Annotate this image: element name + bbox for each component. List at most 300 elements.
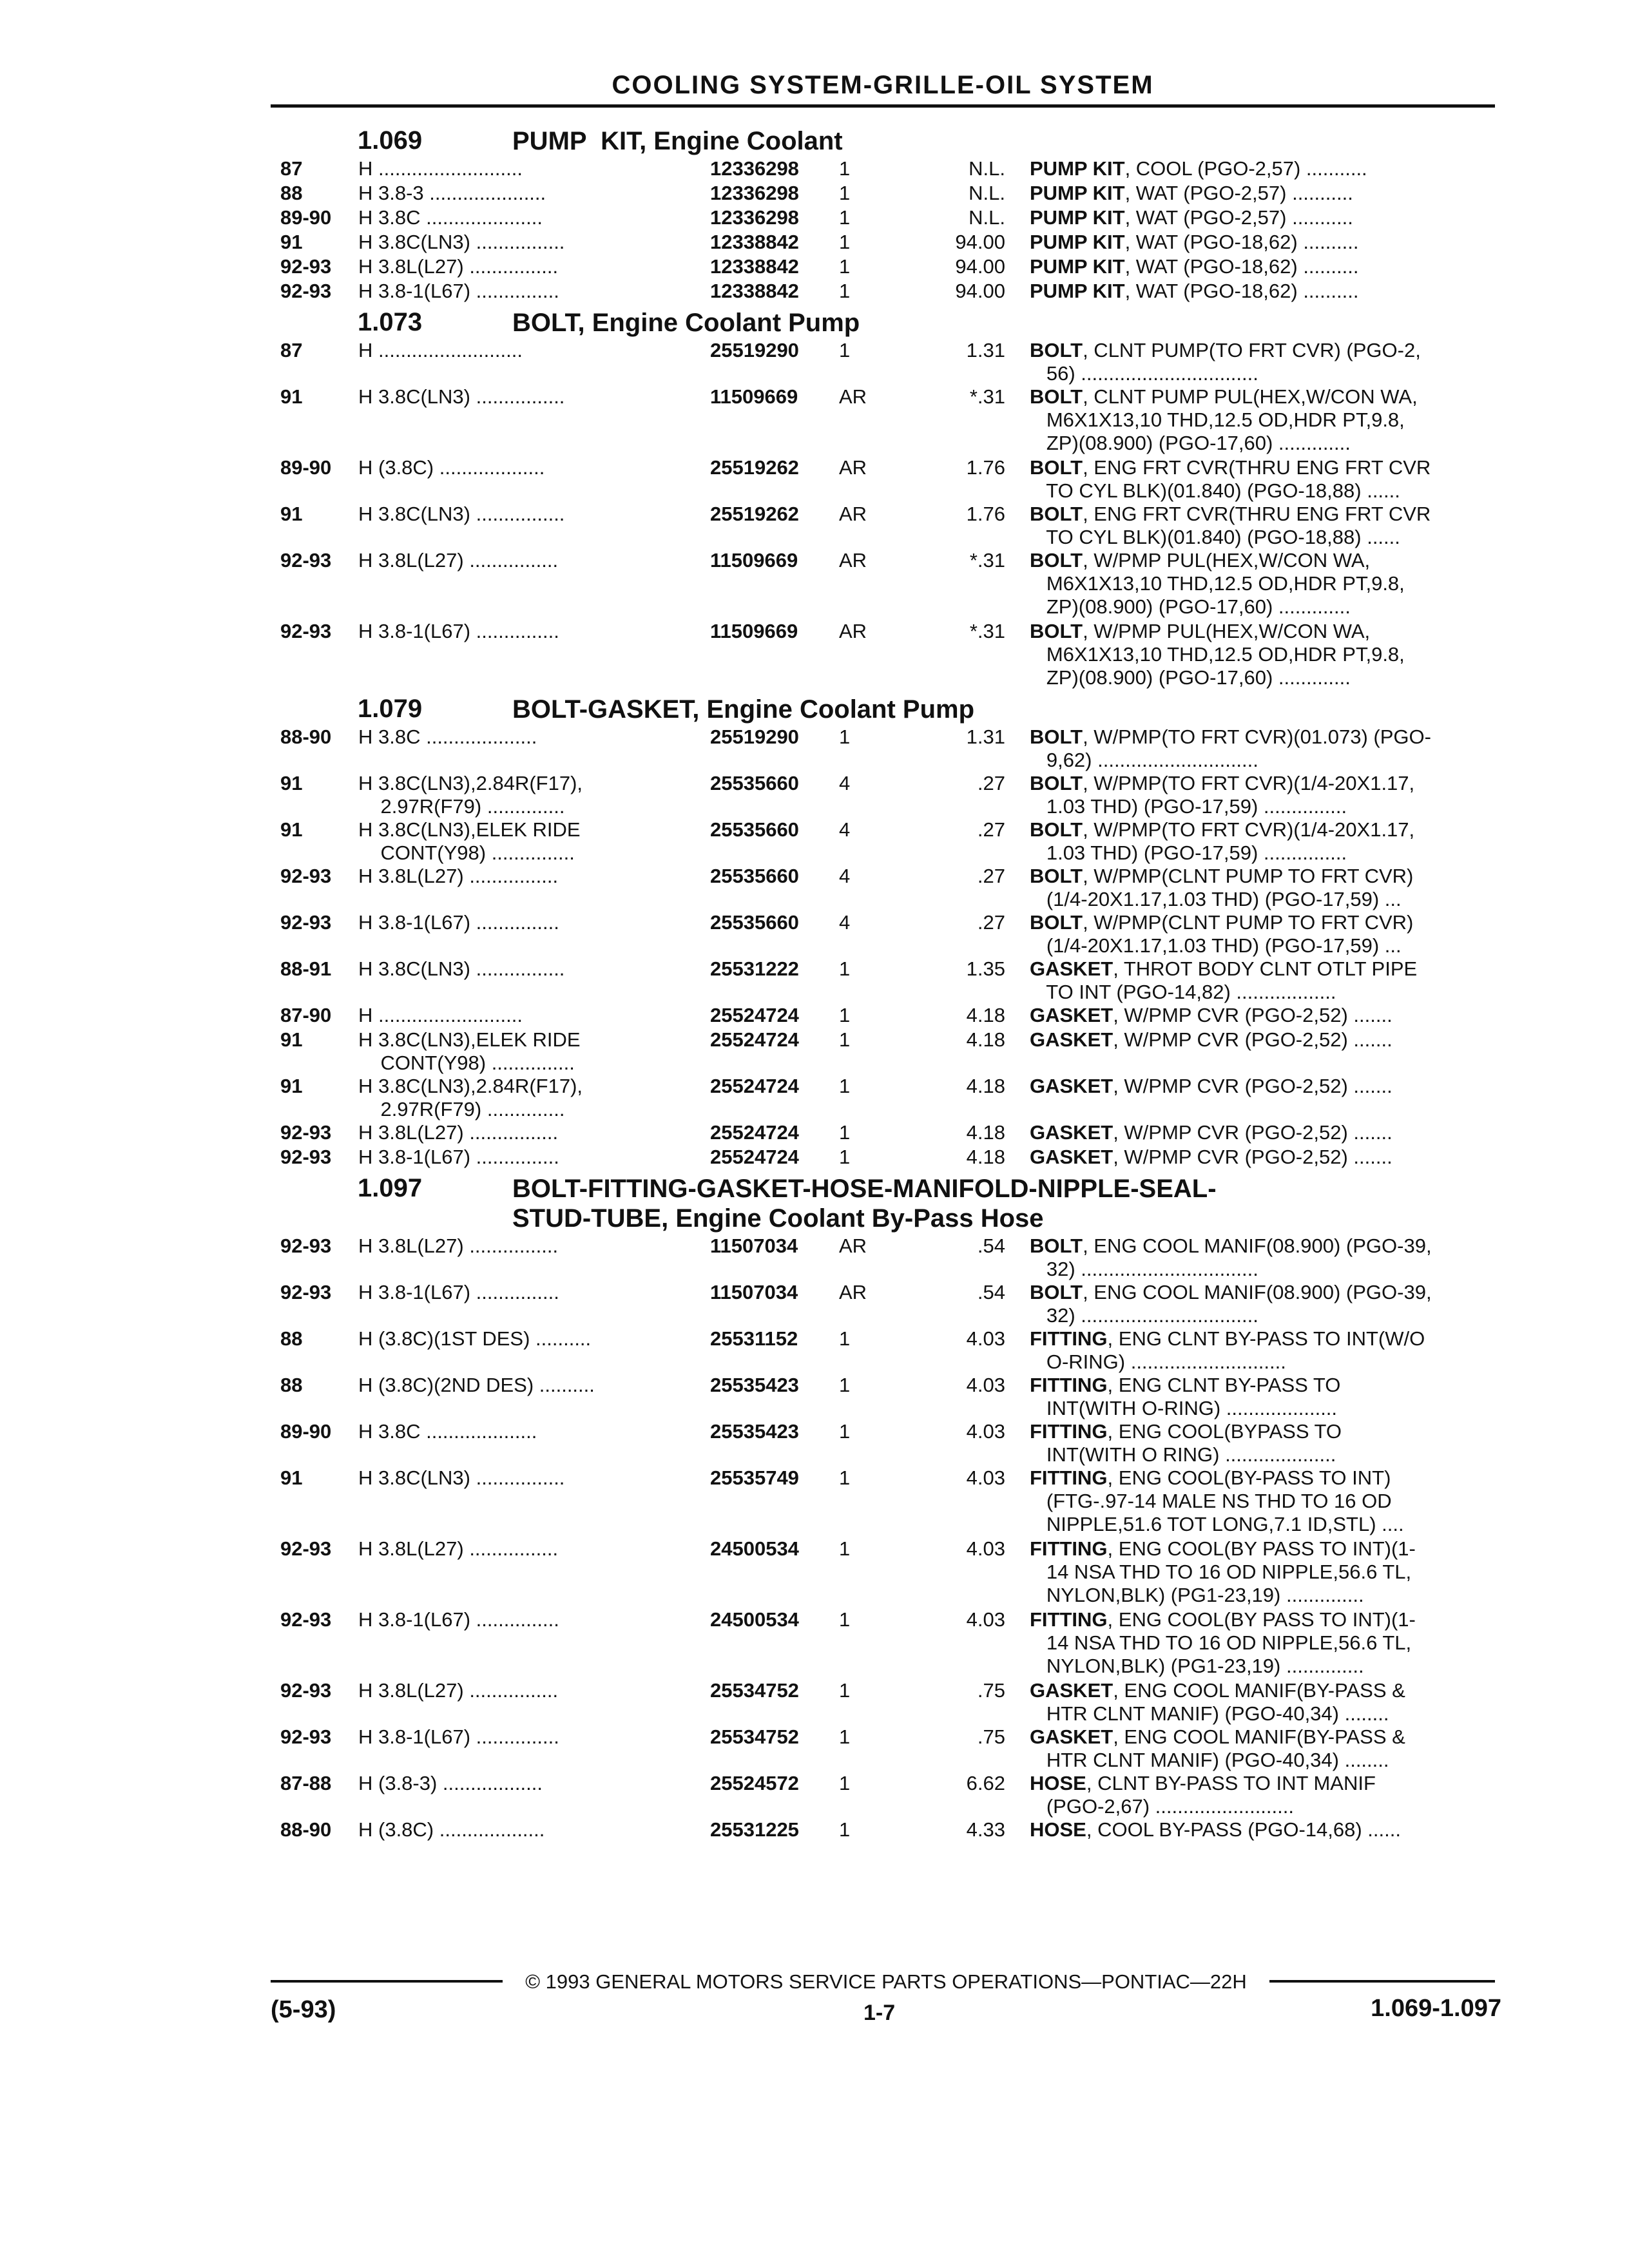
model-year: 92-93 xyxy=(280,1725,332,1748)
part-number: 25534752 xyxy=(710,1725,799,1748)
part-name xyxy=(1030,1420,1494,1466)
part-name-detail: , ENG FRT CVR(THRU ENG FRT CVR TO CYL BLK)(01.840) (PGO-18,88) ...... xyxy=(1046,503,1431,548)
parts-row xyxy=(0,549,1629,620)
part-name xyxy=(1030,911,1494,957)
footer-section-range: 1.069-1.097 xyxy=(1371,1995,1501,2022)
section-title: BOLT-FITTING-GASKET-HOSE-MANIFOLD-NIPPLE-SEAL- STUD-TUBE, Engine Coolant By-Pass Hose xyxy=(512,1175,1217,1233)
price: N.L. xyxy=(969,206,1005,229)
part-name-detail: , W/PMP CVR (PGO-2,52) ....... xyxy=(1113,1028,1393,1051)
application-desc: H 3.8-1(L67) ............... xyxy=(358,1725,559,1748)
application-desc: H 3.8L(L27) ................ xyxy=(358,865,559,887)
part-name-detail: , ENG COOL MANIF(08.900) (PGO-39, 32) ................................ xyxy=(1046,1235,1432,1280)
part-number: 25519262 xyxy=(710,503,799,525)
parts-row xyxy=(0,255,1629,280)
quantity: 1 xyxy=(839,206,851,229)
part-name xyxy=(1030,772,1494,818)
part-name-detail: , W/PMP CVR (PGO-2,52) ....... xyxy=(1113,1004,1393,1026)
quantity: 1 xyxy=(839,1004,851,1026)
part-number: 25535423 xyxy=(710,1420,799,1443)
footer-rule-left xyxy=(271,1980,503,1983)
quantity: AR xyxy=(839,503,867,525)
parts-row xyxy=(0,1281,1629,1327)
model-year: 88-91 xyxy=(280,957,332,980)
part-name-bold: BOLT xyxy=(1030,339,1083,361)
section-heading xyxy=(0,304,1629,339)
parts-row xyxy=(0,1466,1629,1537)
quantity: 4 xyxy=(839,865,851,887)
application-desc: H 3.8C(LN3) ................ xyxy=(358,231,565,253)
parts-row xyxy=(0,911,1629,957)
price: .27 xyxy=(977,772,1005,794)
model-year: 92-93 xyxy=(280,255,332,278)
part-name-detail: , COOL BY-PASS (PGO-14,68) ...... xyxy=(1086,1818,1401,1841)
part-name-detail: , WAT (PGO-2,57) ........... xyxy=(1124,206,1353,229)
part-name-detail: , W/PMP PUL(HEX,W/CON WA, M6X1X13,10 THD,12.5 OD,HDR PT,9.8, ZP)(08.900) (PGO-17,60) ............. xyxy=(1046,620,1405,689)
part-name xyxy=(1030,1004,1494,1027)
section-number: 1.097 xyxy=(358,1174,423,1202)
part-name xyxy=(1030,255,1494,278)
part-name xyxy=(1030,1818,1494,1841)
part-name-bold: BOLT xyxy=(1030,818,1083,841)
section-title: BOLT-GASKET, Engine Coolant Pump xyxy=(512,695,975,724)
parts-row xyxy=(0,280,1629,304)
part-name xyxy=(1030,1028,1494,1052)
section-title: PUMP KIT, Engine Coolant xyxy=(512,127,843,155)
part-number: 25535660 xyxy=(710,818,799,841)
section-heading xyxy=(0,1170,1629,1235)
part-number: 24500534 xyxy=(710,1608,799,1631)
part-name-bold: PUMP KIT xyxy=(1030,280,1125,302)
quantity: 1 xyxy=(839,280,851,302)
parts-row xyxy=(0,1608,1629,1679)
parts-row xyxy=(0,182,1629,206)
part-name-detail: , WAT (PGO-18,62) .......... xyxy=(1124,280,1359,302)
part-name-detail: , W/PMP CVR (PGO-2,52) ....... xyxy=(1113,1146,1393,1168)
part-name-bold: PUMP KIT xyxy=(1030,157,1125,180)
price: N.L. xyxy=(969,157,1005,180)
part-name xyxy=(1030,503,1494,549)
model-year: 92-93 xyxy=(280,1537,332,1560)
part-name xyxy=(1030,1121,1494,1144)
model-year: 89-90 xyxy=(280,456,332,479)
quantity: 1 xyxy=(839,1327,851,1350)
part-name-detail: , W/PMP CVR (PGO-2,52) ....... xyxy=(1113,1121,1393,1144)
part-name-detail: , WAT (PGO-2,57) ........... xyxy=(1124,182,1353,204)
section-1-069 xyxy=(0,122,1629,304)
quantity: AR xyxy=(839,1281,867,1303)
part-name xyxy=(1030,1374,1494,1420)
parts-row xyxy=(0,1075,1629,1121)
part-name-bold: BOLT xyxy=(1030,772,1083,794)
model-year: 87-88 xyxy=(280,1772,332,1794)
model-year: 91 xyxy=(280,385,303,408)
part-number: 11509669 xyxy=(710,620,798,642)
part-name xyxy=(1030,1679,1494,1725)
parts-row xyxy=(0,1028,1629,1075)
part-name xyxy=(1030,1235,1494,1281)
part-name xyxy=(1030,1327,1494,1374)
part-number: 11509669 xyxy=(710,385,798,408)
part-name-bold: HOSE xyxy=(1030,1818,1086,1841)
parts-row xyxy=(0,385,1629,456)
model-year: 88 xyxy=(280,1374,303,1396)
part-name xyxy=(1030,280,1494,303)
part-number: 25531225 xyxy=(710,1818,799,1841)
part-name xyxy=(1030,865,1494,911)
parts-row xyxy=(0,503,1629,549)
quantity: 4 xyxy=(839,818,851,841)
part-number: 11507034 xyxy=(710,1235,798,1257)
price: 1.31 xyxy=(966,726,1005,748)
part-name-bold: PUMP KIT xyxy=(1030,182,1125,204)
part-name xyxy=(1030,1146,1494,1169)
part-name-detail: , ENG COOL(BY-PASS TO INT) (FTG-.97-14 MALE NS THD TO 16 OD NIPPLE,51.6 TOT LONG,7.1 ID,STL) .... xyxy=(1046,1466,1404,1535)
model-year: 91 xyxy=(280,231,303,253)
application-desc: H 3.8C(LN3),ELEK RIDE CONT(Y98) ............... xyxy=(358,818,581,864)
part-name-bold: FITTING xyxy=(1030,1327,1108,1350)
application-desc: H 3.8-1(L67) ............... xyxy=(358,1146,559,1168)
part-name-detail: , COOL (PGO-2,57) ........... xyxy=(1124,157,1367,180)
part-name-bold: FITTING xyxy=(1030,1420,1108,1443)
parts-row xyxy=(0,620,1629,691)
part-name xyxy=(1030,620,1494,689)
application-desc: H (3.8C)(2ND DES) .......... xyxy=(358,1374,595,1396)
application-desc: H 3.8L(L27) ................ xyxy=(358,1537,559,1560)
application-desc: H 3.8C(LN3) ................ xyxy=(358,957,565,980)
part-number: 11509669 xyxy=(710,549,798,572)
quantity: 1 xyxy=(839,1725,851,1748)
price: 1.35 xyxy=(966,957,1005,980)
parts-row xyxy=(0,1537,1629,1608)
application-desc: H .......................... xyxy=(358,339,523,361)
part-name-detail: , ENG COOL(BY PASS TO INT)(1- 14 NSA THD TO 16 OD NIPPLE,56.6 TL, NYLON,BLK) (PG1-23,19) .............. xyxy=(1046,1537,1416,1606)
price: 1.76 xyxy=(966,503,1005,525)
part-name-detail: , WAT (PGO-18,62) .......... xyxy=(1124,231,1359,253)
parts-row xyxy=(0,1121,1629,1146)
price: *.31 xyxy=(969,620,1005,642)
price: 4.33 xyxy=(966,1818,1005,1841)
application-desc: H 3.8L(L27) ................ xyxy=(358,255,559,278)
parts-row xyxy=(0,1327,1629,1374)
part-number: 11507034 xyxy=(710,1281,798,1303)
part-name xyxy=(1030,818,1494,865)
quantity: AR xyxy=(839,456,867,479)
part-name xyxy=(1030,206,1494,229)
application-desc: H 3.8L(L27) ................ xyxy=(358,1121,559,1144)
application-desc: H 3.8L(L27) ................ xyxy=(358,1235,559,1257)
price: 6.62 xyxy=(966,1772,1005,1794)
part-number: 25531222 xyxy=(710,957,799,980)
model-year: 92-93 xyxy=(280,1146,332,1168)
part-number: 25531152 xyxy=(710,1327,798,1350)
section-1-097 xyxy=(0,1170,1629,1843)
part-number: 25519290 xyxy=(710,726,799,748)
application-desc: H 3.8-1(L67) ............... xyxy=(358,1281,559,1303)
application-desc: H .......................... xyxy=(358,1004,523,1026)
application-desc: H 3.8C .................... xyxy=(358,1420,537,1443)
model-year: 92-93 xyxy=(280,1281,332,1303)
header-rule xyxy=(271,104,1495,108)
application-desc: H (3.8C) ................... xyxy=(358,1818,545,1841)
model-year: 87-90 xyxy=(280,1004,332,1026)
parts-row xyxy=(0,1235,1629,1281)
part-name-detail: , ENG COOL MANIF(08.900) (PGO-39, 32) ................................ xyxy=(1046,1281,1432,1327)
part-name-detail: , W/PMP(CLNT PUMP TO FRT CVR) (1/4-20X1.17,1.03 THD) (PGO-17,59) ... xyxy=(1046,865,1414,910)
section-1-073 xyxy=(0,304,1629,691)
application-desc: H .......................... xyxy=(358,157,523,180)
section-heading xyxy=(0,691,1629,726)
price: 94.00 xyxy=(955,255,1005,278)
model-year: 88 xyxy=(280,182,303,204)
model-year: 92-93 xyxy=(280,620,332,642)
quantity: 4 xyxy=(839,772,851,794)
part-name-detail: , W/PMP(CLNT PUMP TO FRT CVR) (1/4-20X1.17,1.03 THD) (PGO-17,59) ... xyxy=(1046,911,1414,957)
quantity: 1 xyxy=(839,339,851,361)
part-name xyxy=(1030,1075,1494,1098)
parts-row xyxy=(0,772,1629,818)
part-number: 25535660 xyxy=(710,911,799,934)
part-number: 25535749 xyxy=(710,1466,799,1489)
part-name-detail: , ENG COOL MANIF(BY-PASS & HTR CLNT MANIF) (PGO-40,34) ........ xyxy=(1046,1725,1405,1771)
parts-row xyxy=(0,1725,1629,1772)
parts-row xyxy=(0,1679,1629,1725)
price: 4.18 xyxy=(966,1075,1005,1097)
application-desc: H 3.8-1(L67) ............... xyxy=(358,620,559,642)
quantity: 1 xyxy=(839,157,851,180)
price: .54 xyxy=(977,1235,1005,1257)
part-number: 12336298 xyxy=(710,206,799,229)
quantity: 1 xyxy=(839,1374,851,1396)
part-number: 25534752 xyxy=(710,1679,799,1702)
price: 4.03 xyxy=(966,1420,1005,1443)
parts-row xyxy=(0,865,1629,911)
price: 4.03 xyxy=(966,1466,1005,1489)
part-name-detail: , WAT (PGO-18,62) .......... xyxy=(1124,255,1359,278)
part-number: 24500534 xyxy=(710,1537,799,1560)
part-name-bold: BOLT xyxy=(1030,620,1083,642)
quantity: 1 xyxy=(839,726,851,748)
part-number: 25535660 xyxy=(710,772,799,794)
part-name-detail: , ENG COOL(BY PASS TO INT)(1- 14 NSA THD TO 16 OD NIPPLE,56.6 TL, NYLON,BLK) (PG1-23,19) .............. xyxy=(1046,1608,1416,1677)
parts-row xyxy=(0,339,1629,385)
part-name xyxy=(1030,182,1494,205)
part-name-bold: BOLT xyxy=(1030,456,1083,479)
part-name xyxy=(1030,231,1494,254)
part-name-bold: PUMP KIT xyxy=(1030,206,1125,229)
part-name xyxy=(1030,957,1494,1004)
quantity: 1 xyxy=(839,255,851,278)
part-name xyxy=(1030,1608,1494,1678)
price: .27 xyxy=(977,865,1005,887)
part-number: 25524724 xyxy=(710,1075,799,1097)
quantity: 1 xyxy=(839,182,851,204)
footer-date: (5-93) xyxy=(271,1996,336,2023)
application-desc: H 3.8C .................... xyxy=(358,726,537,748)
part-name xyxy=(1030,726,1494,772)
application-desc: H (3.8-3) .................. xyxy=(358,1772,543,1794)
quantity: 1 xyxy=(839,1420,851,1443)
model-year: 92-93 xyxy=(280,865,332,887)
price: *.31 xyxy=(969,549,1005,572)
quantity: 4 xyxy=(839,911,851,934)
application-desc: H (3.8C)(1ST DES) .......... xyxy=(358,1327,592,1350)
part-name xyxy=(1030,456,1494,503)
model-year: 92-93 xyxy=(280,1121,332,1144)
part-name-detail: , W/PMP(TO FRT CVR)(1/4-20X1.17, 1.03 THD) (PGO-17,59) ............... xyxy=(1046,772,1415,818)
part-name-bold: FITTING xyxy=(1030,1537,1108,1560)
part-name xyxy=(1030,1281,1494,1327)
part-name-bold: FITTING xyxy=(1030,1374,1108,1396)
footer-page-number: 1-7 xyxy=(863,2001,896,2025)
quantity: 1 xyxy=(839,1121,851,1144)
model-year: 87 xyxy=(280,339,303,361)
section-number: 1.073 xyxy=(358,308,423,336)
part-number: 25524724 xyxy=(710,1121,799,1144)
section-1-079 xyxy=(0,691,1629,1170)
part-name-bold: GASKET xyxy=(1030,1121,1113,1144)
part-name-bold: BOLT xyxy=(1030,1235,1083,1257)
part-name-detail: , THROT BODY CLNT OTLT PIPE TO INT (PGO-14,82) .................. xyxy=(1046,957,1418,1003)
part-name xyxy=(1030,157,1494,180)
part-name-detail: , W/PMP PUL(HEX,W/CON WA, M6X1X13,10 THD,12.5 OD,HDR PT,9.8, ZP)(08.900) (PGO-17,60) ............. xyxy=(1046,549,1405,618)
parts-row xyxy=(0,1818,1629,1843)
price: 4.03 xyxy=(966,1327,1005,1350)
price: .54 xyxy=(977,1281,1005,1303)
application-desc: H 3.8C(LN3),2.84R(F17), 2.97R(F79) .............. xyxy=(358,772,583,818)
quantity: 1 xyxy=(839,1679,851,1702)
model-year: 92-93 xyxy=(280,549,332,572)
parts-row xyxy=(0,456,1629,503)
model-year: 92-93 xyxy=(280,1235,332,1257)
section-number: 1.069 xyxy=(358,126,423,155)
price: 4.03 xyxy=(966,1537,1005,1560)
application-desc: H 3.8-1(L67) ............... xyxy=(358,911,559,934)
quantity: AR xyxy=(839,620,867,642)
part-name-bold: PUMP KIT xyxy=(1030,255,1125,278)
parts-row xyxy=(0,726,1629,772)
quantity: 1 xyxy=(839,1075,851,1097)
part-number: 12336298 xyxy=(710,182,799,204)
part-number: 12338842 xyxy=(710,231,799,253)
quantity: 1 xyxy=(839,1466,851,1489)
price: 4.03 xyxy=(966,1374,1005,1396)
part-name-bold: GASKET xyxy=(1030,1725,1113,1748)
model-year: 91 xyxy=(280,818,303,841)
model-year: 92-93 xyxy=(280,1679,332,1702)
section-title: BOLT, Engine Coolant Pump xyxy=(512,309,860,337)
application-desc: H 3.8C(LN3) ................ xyxy=(358,503,565,525)
price: *.31 xyxy=(969,385,1005,408)
part-name xyxy=(1030,549,1494,619)
model-year: 87 xyxy=(280,157,303,180)
application-desc: H 3.8C(LN3),ELEK RIDE CONT(Y98) ............... xyxy=(358,1028,581,1074)
part-name-bold: GASKET xyxy=(1030,957,1113,980)
application-desc: H 3.8L(L27) ................ xyxy=(358,549,559,572)
parts-row xyxy=(0,231,1629,255)
price: 94.00 xyxy=(955,280,1005,302)
part-name-detail: , CLNT BY-PASS TO INT MANIF (PGO-2,67) ......................... xyxy=(1046,1772,1376,1818)
section-number: 1.079 xyxy=(358,695,423,723)
page-header-title: COOLING SYSTEM-GRILLE-OIL SYSTEM xyxy=(612,71,1154,99)
part-name xyxy=(1030,1725,1494,1772)
application-desc: H (3.8C) ................... xyxy=(358,456,545,479)
parts-row xyxy=(0,157,1629,182)
part-name-detail: , ENG COOL(BYPASS TO INT(WITH O RING) .................... xyxy=(1046,1420,1342,1466)
price: 94.00 xyxy=(955,231,1005,253)
parts-row xyxy=(0,1420,1629,1466)
model-year: 88-90 xyxy=(280,726,332,748)
application-desc: H 3.8-1(L67) ............... xyxy=(358,1608,559,1631)
part-number: 25519290 xyxy=(710,339,799,361)
part-name-bold: BOLT xyxy=(1030,385,1083,408)
part-name-bold: GASKET xyxy=(1030,1004,1113,1026)
part-name-detail: , ENG COOL MANIF(BY-PASS & HTR CLNT MANIF) (PGO-40,34) ........ xyxy=(1046,1679,1405,1725)
model-year: 91 xyxy=(280,1075,303,1097)
application-desc: H 3.8C(LN3),2.84R(F17), 2.97R(F79) .............. xyxy=(358,1075,583,1120)
part-number: 25524724 xyxy=(710,1004,799,1026)
part-number: 25535660 xyxy=(710,865,799,887)
part-number: 12336298 xyxy=(710,157,799,180)
price: .27 xyxy=(977,911,1005,934)
quantity: AR xyxy=(839,1235,867,1257)
model-year: 92-93 xyxy=(280,280,332,302)
price: 4.18 xyxy=(966,1121,1005,1144)
quantity: 1 xyxy=(839,1818,851,1841)
part-name-detail: , CLNT PUMP PUL(HEX,W/CON WA, M6X1X13,10 THD,12.5 OD,HDR PT,9.8, ZP)(08.900) (PGO-17,60) ............. xyxy=(1046,385,1418,454)
model-year: 91 xyxy=(280,772,303,794)
quantity: 1 xyxy=(839,231,851,253)
model-year: 92-93 xyxy=(280,1608,332,1631)
parts-row xyxy=(0,1146,1629,1170)
footer-rule-right xyxy=(1269,1980,1495,1983)
price: 1.76 xyxy=(966,456,1005,479)
part-name-bold: BOLT xyxy=(1030,503,1083,525)
part-number: 25519262 xyxy=(710,456,799,479)
part-name xyxy=(1030,385,1494,455)
parts-row xyxy=(0,957,1629,1004)
part-name-detail: , W/PMP(TO FRT CVR)(01.073) (PGO- 9,62) ............................. xyxy=(1046,726,1431,771)
parts-row xyxy=(0,1374,1629,1420)
price: 4.03 xyxy=(966,1608,1005,1631)
part-number: 25524724 xyxy=(710,1028,799,1051)
price: 1.31 xyxy=(966,339,1005,361)
price: .27 xyxy=(977,818,1005,841)
footer-copyright: © 1993 GENERAL MOTORS SERVICE PARTS OPERATIONS—PONTIAC—22H xyxy=(525,1970,1247,1993)
part-name-bold: GASKET xyxy=(1030,1028,1113,1051)
part-name-detail: , W/PMP(TO FRT CVR)(1/4-20X1.17, 1.03 THD) (PGO-17,59) ............... xyxy=(1046,818,1415,864)
part-name-bold: PUMP KIT xyxy=(1030,231,1125,253)
quantity: AR xyxy=(839,385,867,408)
part-name-bold: BOLT xyxy=(1030,726,1083,748)
quantity: 1 xyxy=(839,1608,851,1631)
model-year: 91 xyxy=(280,1466,303,1489)
quantity: 1 xyxy=(839,1028,851,1051)
part-name-bold: BOLT xyxy=(1030,549,1083,572)
application-desc: H 3.8L(L27) ................ xyxy=(358,1679,559,1702)
quantity: 1 xyxy=(839,1772,851,1794)
price: 4.18 xyxy=(966,1146,1005,1168)
part-number: 25524724 xyxy=(710,1146,799,1168)
application-desc: H 3.8C ..................... xyxy=(358,206,543,229)
quantity: AR xyxy=(839,549,867,572)
part-name-detail: , CLNT PUMP(TO FRT CVR) (PGO-2, 56) ................................ xyxy=(1046,339,1421,385)
model-year: 91 xyxy=(280,1028,303,1051)
part-name-detail: , ENG FRT CVR(THRU ENG FRT CVR TO CYL BLK)(01.840) (PGO-18,88) ...... xyxy=(1046,456,1431,502)
model-year: 88 xyxy=(280,1327,303,1350)
part-name-bold: FITTING xyxy=(1030,1466,1108,1489)
part-name xyxy=(1030,1772,1494,1818)
model-year: 89-90 xyxy=(280,1420,332,1443)
